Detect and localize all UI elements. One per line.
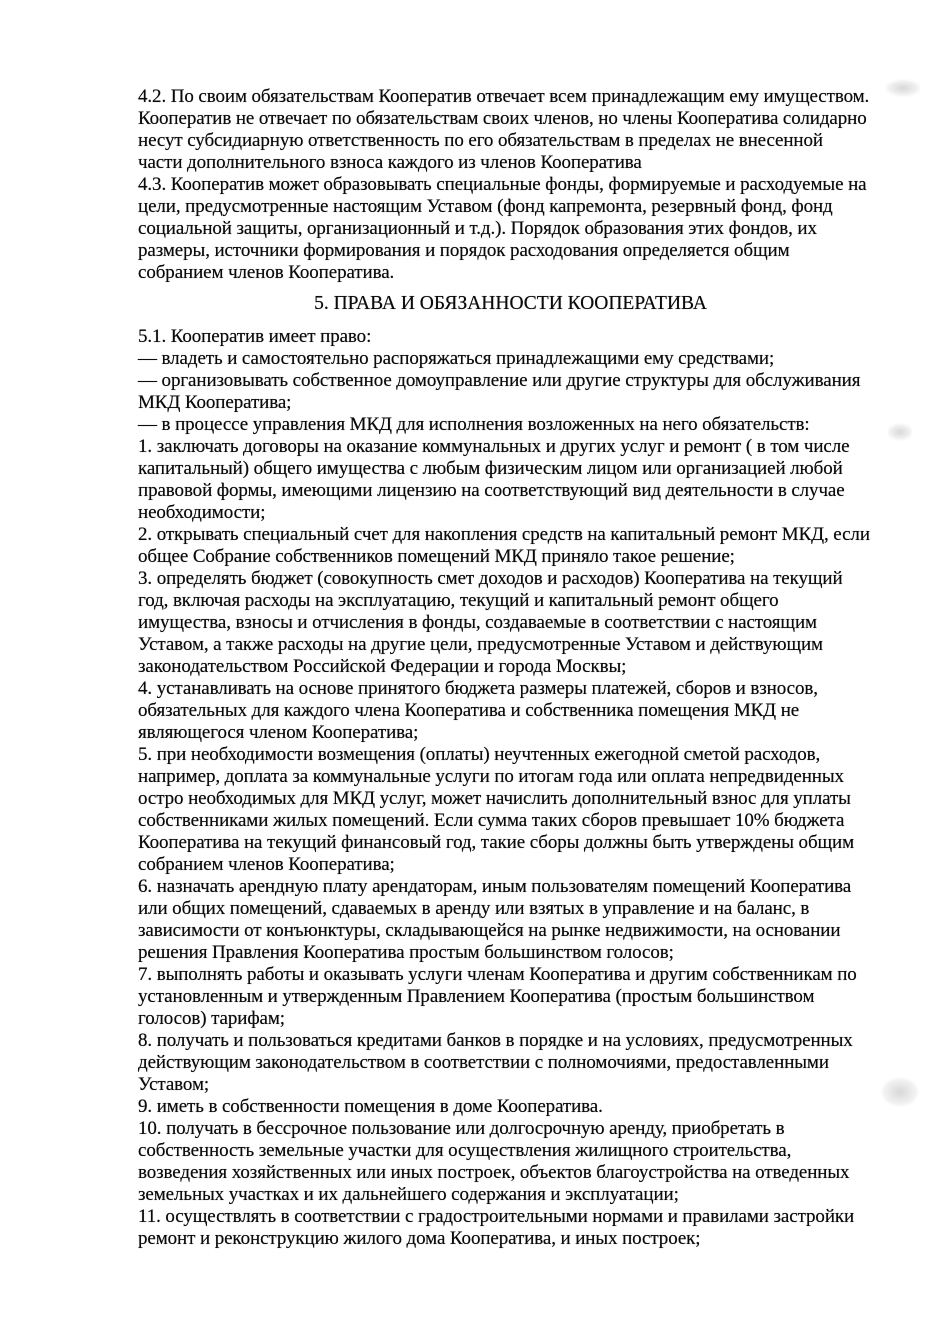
text-line: 5. при необходимости возмещения (оплаты) неучтенных ежегодной сметой расходов, [138,744,821,765]
text-line: части дополнительного взноса каждого из членов Кооператива [138,152,642,173]
text-line: несут субсидиарную ответственность по его обязательствам в пределах не внесенной [138,130,823,151]
text-line: социальной защиты, организационный и т.д.). Порядок образования этих фондов, их [138,218,817,239]
text-line: 7. выполнять работы и оказывать услуги членам Кооператива и другим собственникам по [138,964,857,985]
text-line: цели, предусмотренные настоящим Уставом (фонд капремонта, резервный фонд, фонд [138,196,833,217]
text-line: земельных участках и их дальнейшего содержания и эксплуатации; [138,1184,679,1205]
scan-artifact [888,424,912,440]
text-line: законодательством Российской Федерации и города Москвы; [138,656,627,677]
text-line: общее Собрание собственников помещений МКД приняло такое решение; [138,546,735,567]
text-line: остро необходимых для МКД услуг, может начислить дополнительный взнос для уплаты [138,788,851,809]
text-line: являющегося членом Кооператива; [138,722,419,743]
clause-4-2 [138,86,883,174]
text-line: 9. иметь в собственности помещения в доме Кооператива. [138,1096,603,1117]
text-line: собранием членов Кооператива. [138,262,395,283]
scan-artifact [882,1078,918,1106]
text-line: 4.3. Кооператив может образовывать специальные фонды, формируемые и расходуемые на [138,174,867,195]
text-line: имущества, взносы и отчисления в фонды, создаваемые в соответствии с настоящим [138,612,817,633]
text-line: размеры, источники формирования и порядок расходования определяется общим [138,240,790,261]
text-line: правовой формы, имеющими лицензию на соответствующий вид деятельности в случае [138,480,845,501]
text-line: — организовывать собственное домоуправление или другие структуры для обслуживания [138,370,861,391]
text-line: например, доплата за коммунальные услуги по итогам года или оплата непредвиденных [138,766,844,787]
text-line: Кооператив не отвечает по обязательствам своих членов, но члены Кооператива солидарно [138,108,867,129]
text-line: Кооператива на текущий финансовый год, такие сборы должны быть утверждены общим [138,832,855,853]
text-line: капитальный) общего имущества с любым физическим лицом или организацией любой [138,458,843,479]
text-line: 10. получать в бессрочное пользование или долгосрочную аренду, приобретать в [138,1118,785,1139]
text-line: решения Правления Кооператива простым большинством голосов; [138,942,674,963]
text-line: 2. открывать специальный счет для накопления средств на капитальный ремонт МКД, если [138,524,870,545]
text-line: собственность земельные участки для осуществления жилищного строительства, [138,1140,792,1161]
text-line: — в процессе управления МКД для исполнения возложенных на него обязательств: [138,414,810,435]
text-line: голосов) тарифам; [138,1008,285,1029]
document-body [138,86,883,1250]
text-line: — владеть и самостоятельно распоряжаться принадлежащими ему средствами; [138,348,775,369]
text-line: или общих помещений, сдаваемых в аренду или взятых в управление и на баланс, в [138,898,810,919]
text-line: МКД Кооператива; [138,392,292,413]
text-line: установленным и утвержденным Правлением Кооператива (простым большинством [138,986,815,1007]
section-5-heading: 5. ПРАВА И ОБЯЗАННОСТИ КООПЕРАТИВА [314,293,707,314]
text-line: действующим законодательством в соответствии с полномочиями, предоставленными [138,1052,829,1073]
text-line: 6. назначать арендную плату арендаторам, иным пользователям помещений Кооператива [138,876,852,897]
clause-5-1 [138,326,883,1250]
text-line: зависимости от конъюнктуры, складывающейся на рынке недвижимости, на основании [138,920,841,941]
text-line: 11. осуществлять в соответствии с градостроительными нормами и правилами застройки [138,1206,855,1227]
text-line: возведения хозяйственных или иных построек, объектов благоустройства на отведенных [138,1162,850,1183]
text-line: собранием членов Кооператива; [138,854,395,875]
text-line: 5.1. Кооператив имеет право: [138,326,372,347]
text-line: 3. определять бюджет (совокупность смет доходов и расходов) Кооператива на текущий [138,568,843,589]
text-line: 1. заключать договоры на оказание коммунальных и других услуг и ремонт ( в том числе [138,436,850,457]
text-line: Уставом, а также расходы на другие цели, предусмотренные Уставом и действующим [138,634,823,655]
text-line: необходимости; [138,502,266,523]
text-line: обязательных для каждого члена Кооператива и собственника помещения МКД не [138,700,800,721]
text-line: 8. получать и пользоваться кредитами банков в порядке и на условиях, предусмотренных [138,1030,853,1051]
scan-artifact [886,80,920,96]
text-line: собственниками жилых помещений. Если сумма таких сборов превышает 10% бюджета [138,810,845,831]
text-line: Уставом; [138,1074,210,1095]
text-line: 4. устанавливать на основе принятого бюджета размеры платежей, сборов и взносов, [138,678,818,699]
text-line: ремонт и реконструкцию жилого дома Кооператива, и иных построек; [138,1228,701,1249]
clause-4-3 [138,174,883,284]
text-line: 4.2. По своим обязательствам Кооператив отвечает всем принадлежащим ему имуществом. [138,86,870,107]
text-line: год, включая расходы на эксплуатацию, текущий и капитальный ремонт общего [138,590,779,611]
